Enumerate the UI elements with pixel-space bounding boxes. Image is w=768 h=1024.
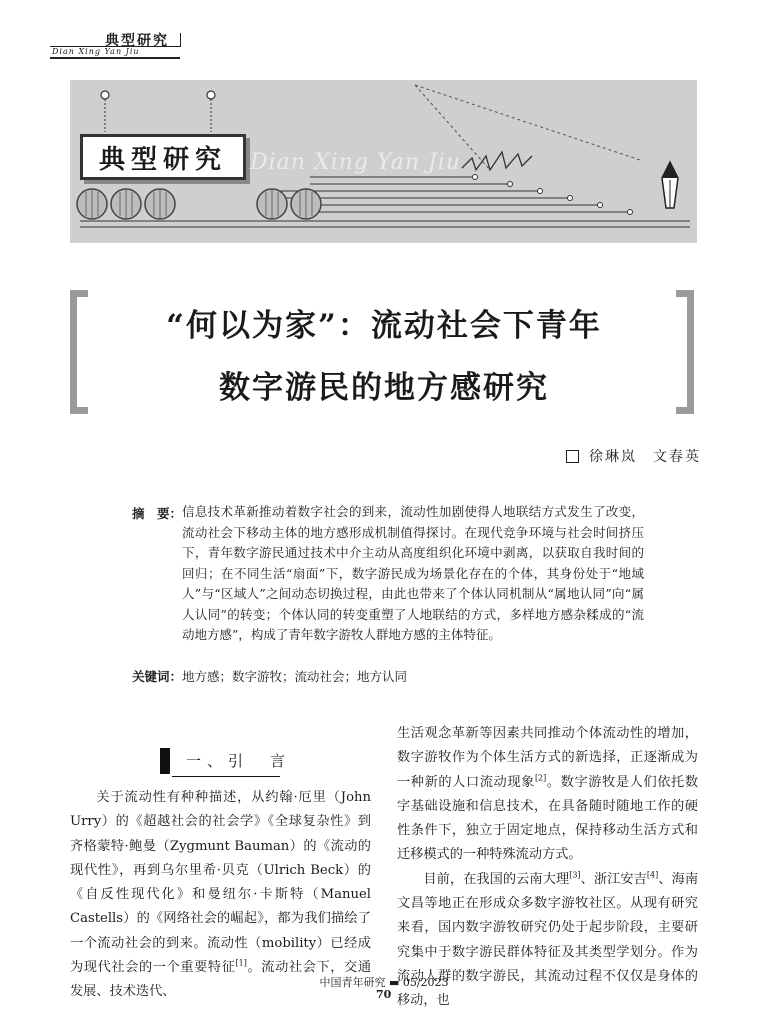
header-rule-thick <box>50 57 180 59</box>
author-names: 徐琳岚 文春英 <box>589 449 701 465</box>
paragraph <box>397 868 698 1014</box>
reference-marker[interactable]: [3] <box>569 870 581 880</box>
reference-marker[interactable]: [2] <box>534 773 547 783</box>
section-heading: 一、引 言 <box>186 752 292 770</box>
page-number: 70 <box>376 988 392 1001</box>
section-heading-rule <box>172 776 280 777</box>
paragraph <box>70 786 371 1005</box>
footer-publication: 中国青年研究 ▬ 05/2023 <box>319 976 449 989</box>
running-header-pinyin: Dian Xing Yan Jiu <box>52 47 140 56</box>
body-column-left <box>70 786 371 1005</box>
keywords-label: 关键词： <box>132 669 183 684</box>
abstract-label: 摘 要： <box>132 506 183 521</box>
header-divider <box>180 33 181 47</box>
paragraph-text: 关于流动性有种种描述，从约翰·厄里（John Urry）的《超越社会的社会学》《全球复杂性》到齐格蒙特·鲍曼（Zygmunt Bauman）的《流动的现代性》，再到乌尔里希·贝克（Ulrich Beck）的《自反性现代化》和曼纽尔·卡斯特（Manuel Castells）的《网络社会的崛起》，都为我们描绘了一个流动社会的到来。流动性（mobility）已经成为现代社会的一个重要特征 <box>70 790 371 976</box>
paragraph-text: 生活观念革新等因素共同推动个体流动性的增加，数字游牧作为个体生活方式的新选择，正逐渐成为一种新的人口流动现象 <box>397 726 698 790</box>
article-title-line2: 数字游民的地方感研究 <box>219 370 549 406</box>
reference-marker[interactable]: [1] <box>235 958 247 968</box>
paragraph-text: 、浙江安吉 <box>580 871 647 887</box>
paragraph-text: 目前，在我国的云南大理 <box>423 871 570 887</box>
banner-pinyin: Dian Xing Yan Jiu <box>250 150 462 175</box>
abstract-text: 信息技术革新推动着数字社会的到来，流动性加剧使得人地联结方式发生了改变，流动社会下移动主体的地方感形成机制值得探讨。在现代竞争环境与社会时间挤压下，青年数字游民通过技术中介主动从高度组织化环境中剥离，以获取自我时间的回归；在不同生活“扇面”下，数字游民成为场景化存在的个体，其身份处于“地域人”与“区域人”之间动态切换过程，由此也带来了个体认同机制从“属地认同”向“属人认同”的转变；个体认同的转变重塑了人地联结的方式，多样地方感杂糅成的“流动地方感”，构成了青年数字游牧人群地方感的主体特征。 <box>182 504 644 642</box>
paragraph-text: 。流动社会下，交通发展、技术迭代、 <box>70 960 372 1000</box>
body-column-right <box>397 722 698 1014</box>
running-header-title: 典型研究 <box>105 33 169 49</box>
banner-title: 典型研究 <box>80 134 246 180</box>
reference-marker[interactable]: [4] <box>646 870 659 880</box>
section-heading-bar <box>160 748 170 774</box>
article-title-line1: “何以为家”：流动社会下青年 <box>166 308 602 344</box>
authors <box>566 446 701 466</box>
author-box-icon <box>566 450 579 463</box>
paragraph-text: 、海南文昌等地正在形成众多数字游牧社区。从现有研究来看，国内数字游牧研究仍处于起步阶段，主要研究集中于数字游民群体特征及其类型学划分。作为流动人群的数字游民，其流动过程不仅仅是身体的移动，也 <box>397 871 699 1009</box>
paragraph-text: 。数字游牧是人们依托数字基础设施和信息技术，在具备随时随地工作的硬性条件下，独立于固定地点，保持移动生活方式和迁移模式的一种特殊流动方式。 <box>397 774 699 863</box>
keywords-text: 地方感；数字游牧；流动社会；地方认同 <box>182 669 408 684</box>
paragraph <box>397 722 698 868</box>
